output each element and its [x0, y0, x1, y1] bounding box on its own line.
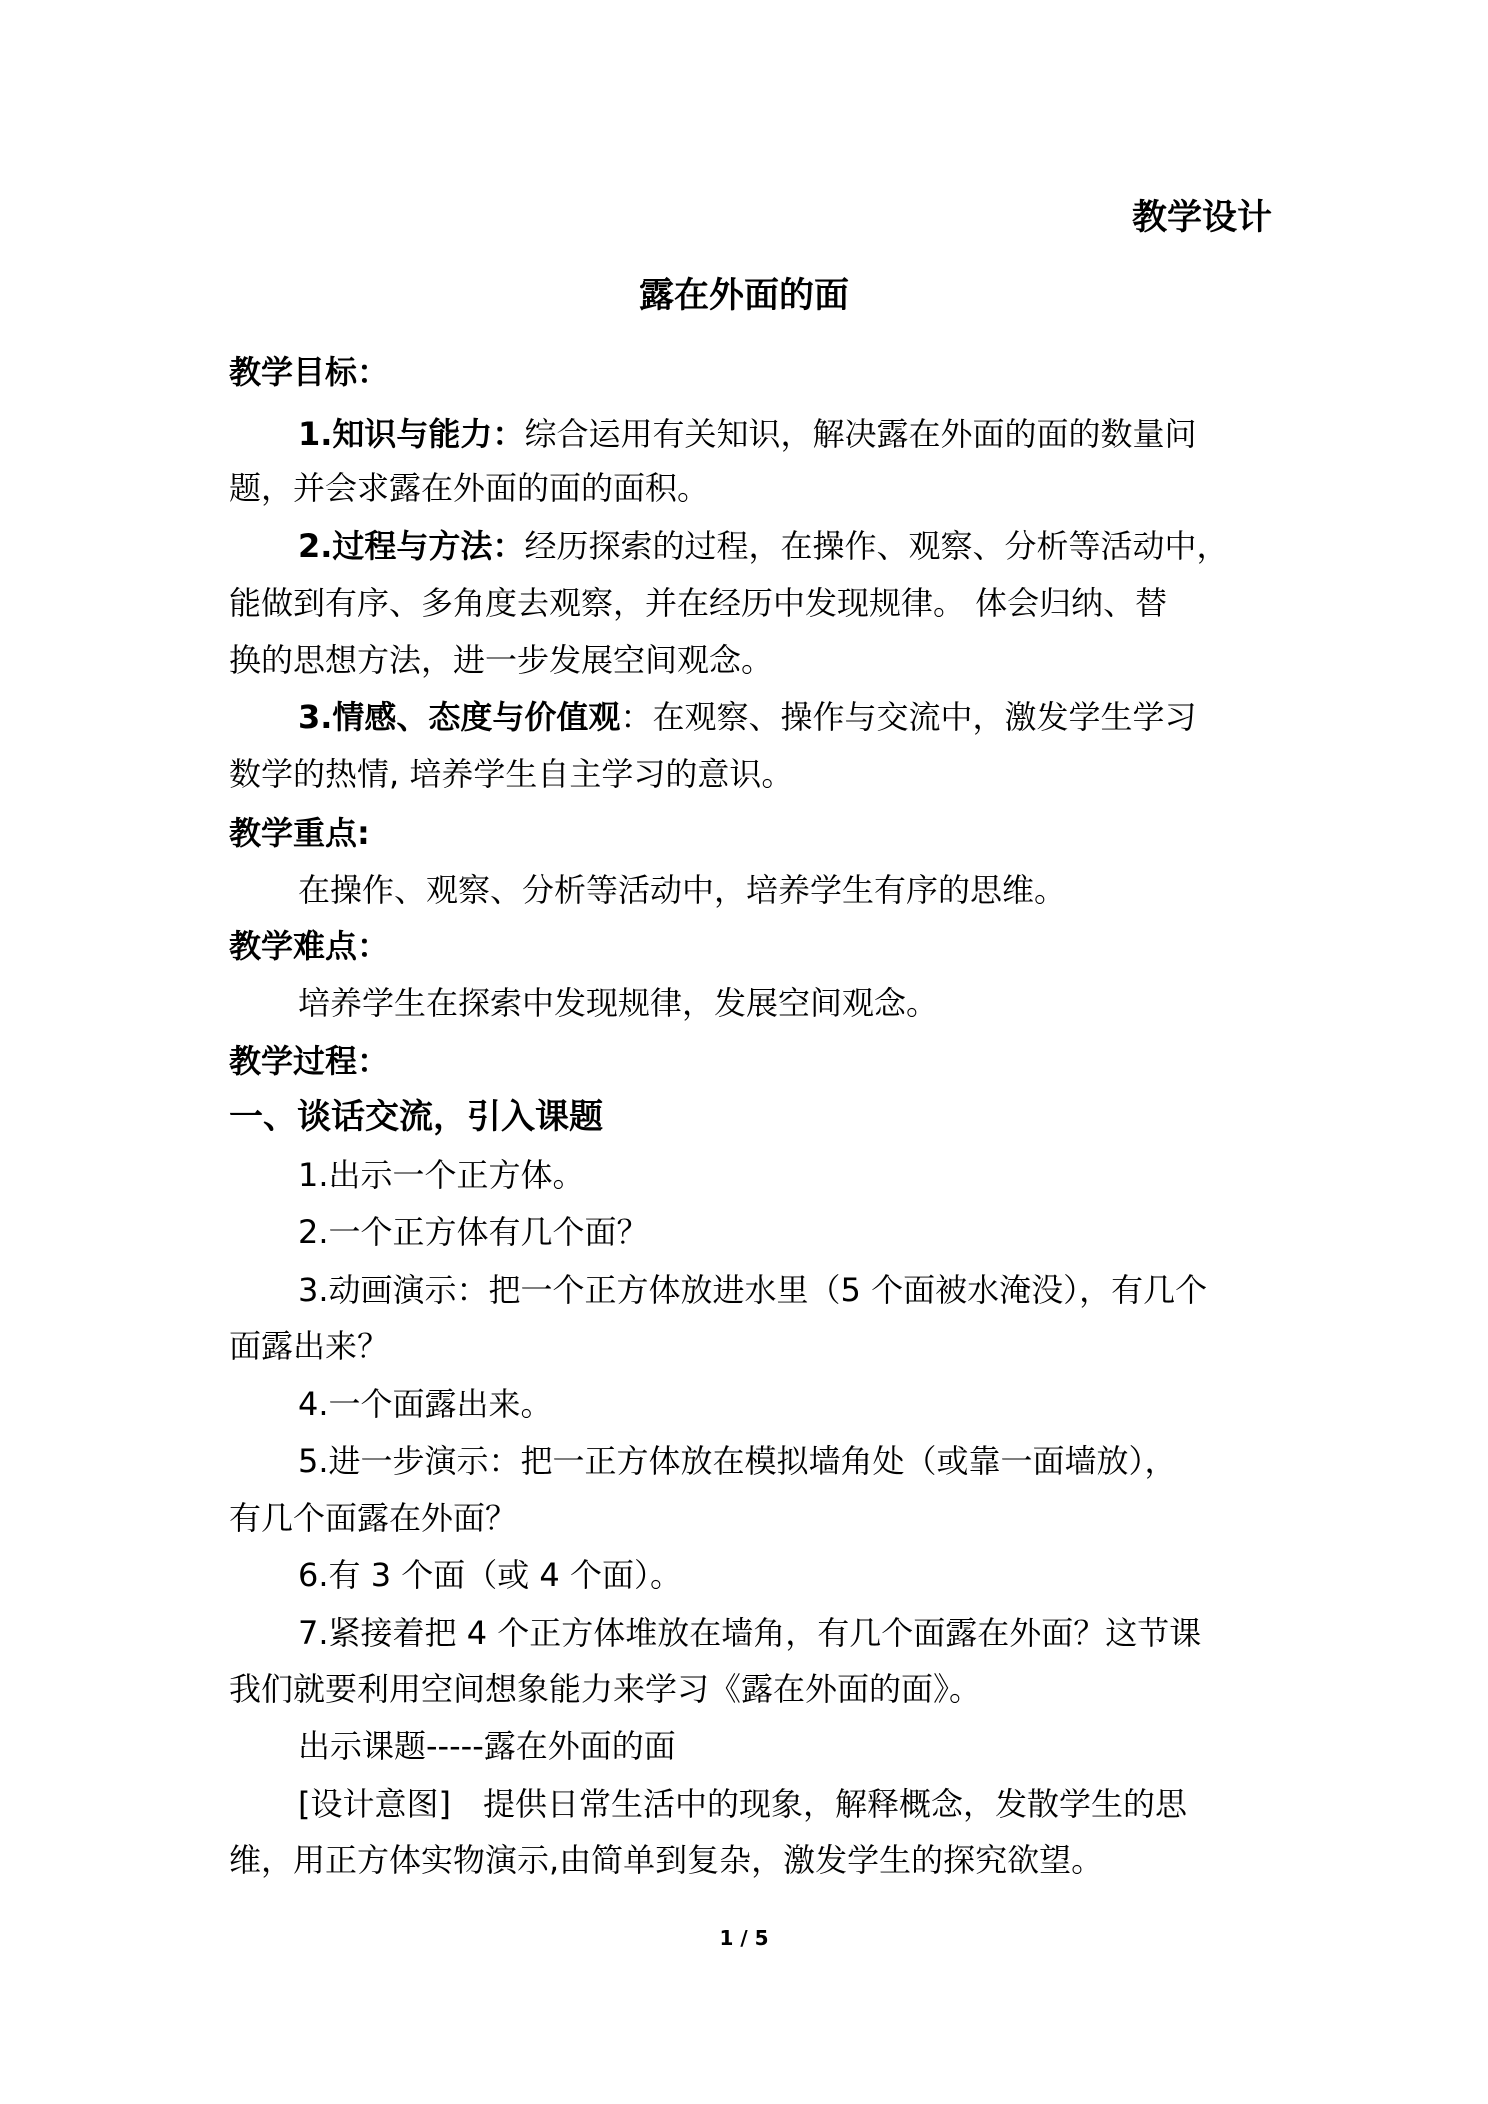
- objective-3-line-2: 数学的热情, 培养学生自主学习的意识。: [229, 755, 794, 793]
- objective-3-line-1: [298, 697, 1196, 737]
- objective-1-line-2: 题，并会求露在外面的面的面积。: [229, 469, 710, 507]
- objective-2-text: 经历探索的过程，在操作、观察、分析等活动中，: [524, 527, 1229, 565]
- difficulties-text: 培养学生在探索中发现规律，发展空间观念。: [298, 984, 939, 1022]
- design-intent-line-2: 维，用正方体实物演示,由简单到复杂，激发学生的探究欲望。: [229, 1841, 1104, 1879]
- key-points-heading: 教学重点:: [229, 814, 370, 852]
- step-7-line-2: 我们就要利用空间想象能力来学习《露在外面的面》。: [229, 1670, 982, 1708]
- document-title: 露在外面的面: [638, 276, 849, 316]
- objective-3-text: ：在观察、操作与交流中，激发学生学习: [620, 698, 1197, 736]
- key-points-text: 在操作、观察、分析等活动中，培养学生有序的思维。: [298, 871, 1067, 909]
- objective-2-line-2: 能做到有序、多角度去观察，并在经历中发现规律。 体会归纳、替: [229, 584, 1168, 622]
- design-intent-line-1: [设计意图] 提供日常生活中的现象，解释概念，发散学生的思: [298, 1785, 1187, 1823]
- document-type-label: 教学设计: [1131, 198, 1272, 238]
- step-6: 6.有 3 个面（或 4 个面）。: [298, 1556, 682, 1594]
- step-5-line-2: 有几个面露在外面？: [229, 1499, 518, 1537]
- difficulties-heading: 教学难点：: [229, 927, 390, 965]
- step-2: 2.一个正方体有几个面？: [298, 1213, 649, 1251]
- process-heading: 教学过程：: [229, 1042, 390, 1080]
- objective-2-line-1: [298, 526, 1228, 566]
- step-4: 4.一个面露出来。: [298, 1385, 553, 1423]
- step-3-line-1: 3.动画演示：把一个正方体放进水里（5 个面被水淹没），有几个: [298, 1271, 1208, 1309]
- page-number: 1 / 5: [719, 1926, 769, 1950]
- objective-3-label: 3.情感、态度与价值观: [298, 698, 621, 736]
- step-5-line-1: 5.进一步演示：把一正方体放在模拟墙角处（或靠一面墙放），: [298, 1442, 1177, 1480]
- objective-1-line-1: [298, 414, 1196, 454]
- objective-1-text: 综合运用有关知识，解决露在外面的面的数量问: [524, 415, 1197, 453]
- step-7-line-1: 7.紧接着把 4 个正方体堆放在墙角，有几个面露在外面？这节课: [298, 1614, 1202, 1652]
- section-1-title: 一、谈话交流，引入课题: [229, 1097, 603, 1137]
- objectives-heading: 教学目标：: [229, 353, 390, 391]
- topic-line: 出示课题-----露在外面的面: [298, 1727, 676, 1765]
- objective-2-label: 2.过程与方法：: [298, 527, 525, 565]
- step-1: 1.出示一个正方体。: [298, 1156, 585, 1194]
- step-3-line-2: 面露出来？: [229, 1327, 390, 1365]
- objective-1-label: 1.知识与能力：: [298, 415, 525, 453]
- objective-2-line-3: 换的思想方法，进一步发展空间观念。: [229, 641, 774, 679]
